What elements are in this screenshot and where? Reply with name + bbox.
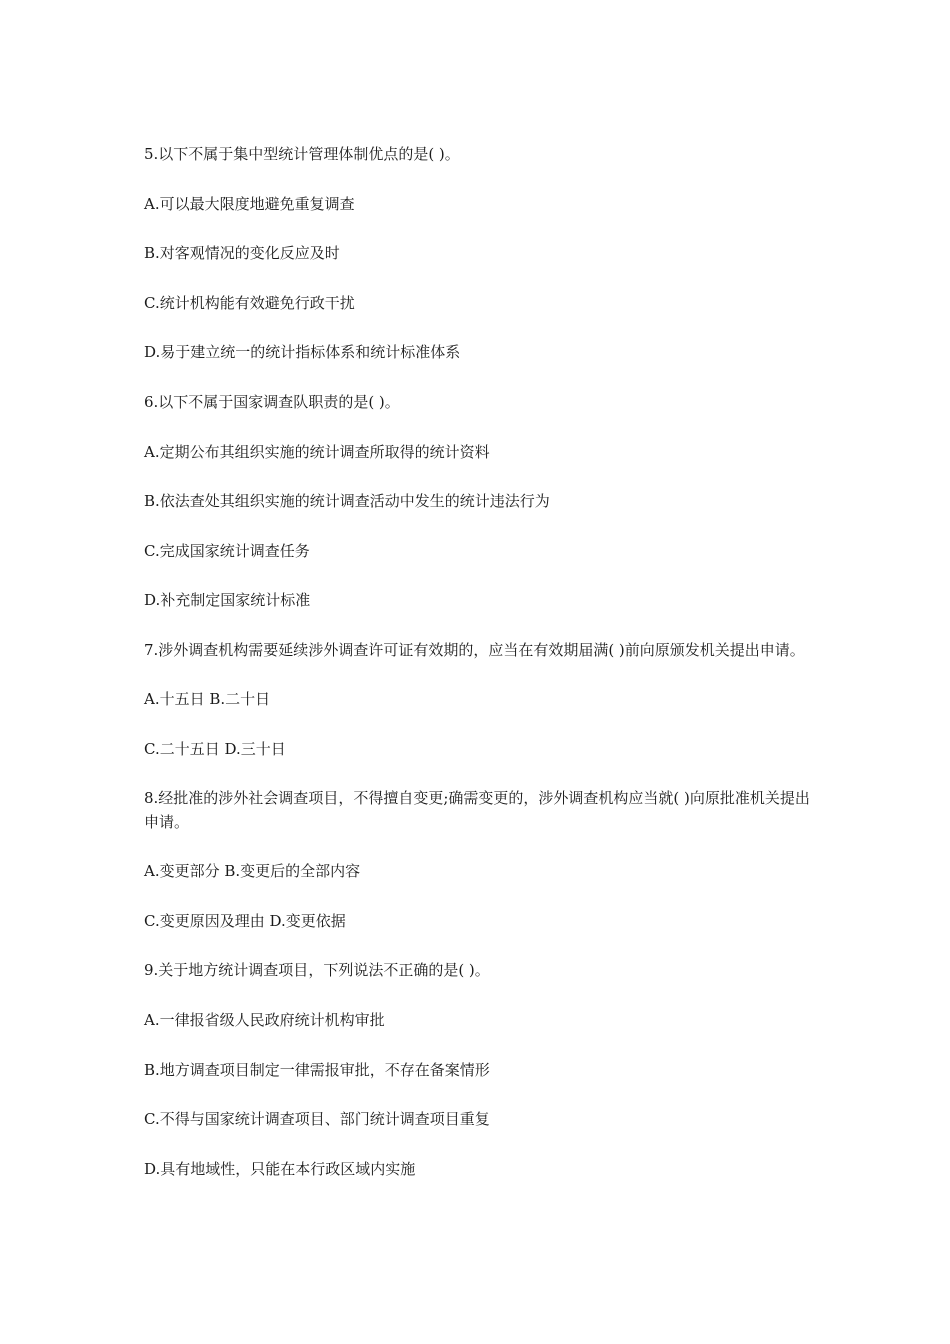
question-8-options-cd: C.变更原因及理由 D.变更依据 <box>144 911 346 930</box>
question-9: 9.关于地方统计调查项目，下列说法不正确的是( )。 <box>144 961 490 980</box>
question-5-option-a: A.可以最大限度地避免重复调查 <box>144 194 355 213</box>
question-9-option-b: B.地方调查项目制定一律需报审批，不存在备案情形 <box>144 1060 490 1079</box>
question-6-option-b: B.依法查处其组织实施的统计调查活动中发生的统计违法行为 <box>144 492 550 511</box>
question-9-option-c: C.不得与国家统计调查项目、部门统计调查项目重复 <box>144 1110 490 1129</box>
document-body <box>144 142 812 1206</box>
question-7-options-ab: A.十五日 B.二十日 <box>144 689 271 708</box>
question-9-option-d: D.具有地域性，只能在本行政区域内实施 <box>144 1159 416 1178</box>
question-6-option-c: C.完成国家统计调查任务 <box>144 541 310 560</box>
question-5-option-c: C.统计机构能有效避免行政干扰 <box>144 293 355 312</box>
question-5: 5.以下不属于集中型统计管理体制优点的是( )。 <box>144 145 460 163</box>
question-5-option-b: B.对客观情况的变化反应及时 <box>144 244 340 263</box>
question-5-option-d: D.易于建立统一的统计指标体系和统计标准体系 <box>144 343 461 362</box>
question-8-options-ab: A.变更部分 B.变更后的全部内容 <box>144 862 361 881</box>
question-6-option-d: D.补充制定国家统计标准 <box>144 591 311 610</box>
question-7: 7.涉外调查机构需要延续涉外调查许可证有效期的，应当在有效期届满( )前向原颁发机关提出申请。 <box>144 640 805 659</box>
question-9-option-a: A.一律报省级人民政府统计机构审批 <box>144 1010 385 1029</box>
question-6: 6.以下不属于国家调查队职责的是( )。 <box>144 392 400 411</box>
question-7-options-cd: C.二十五日 D.三十日 <box>144 739 286 758</box>
question-6-option-a: A.定期公布其组织实施的统计调查所取得的统计资料 <box>144 442 490 461</box>
question-8: 8.经批准的涉外社会调查项目，不得擅自变更;确需变更的，涉外调查机构应当就( )向原批准机关提出申请。 <box>144 789 810 832</box>
